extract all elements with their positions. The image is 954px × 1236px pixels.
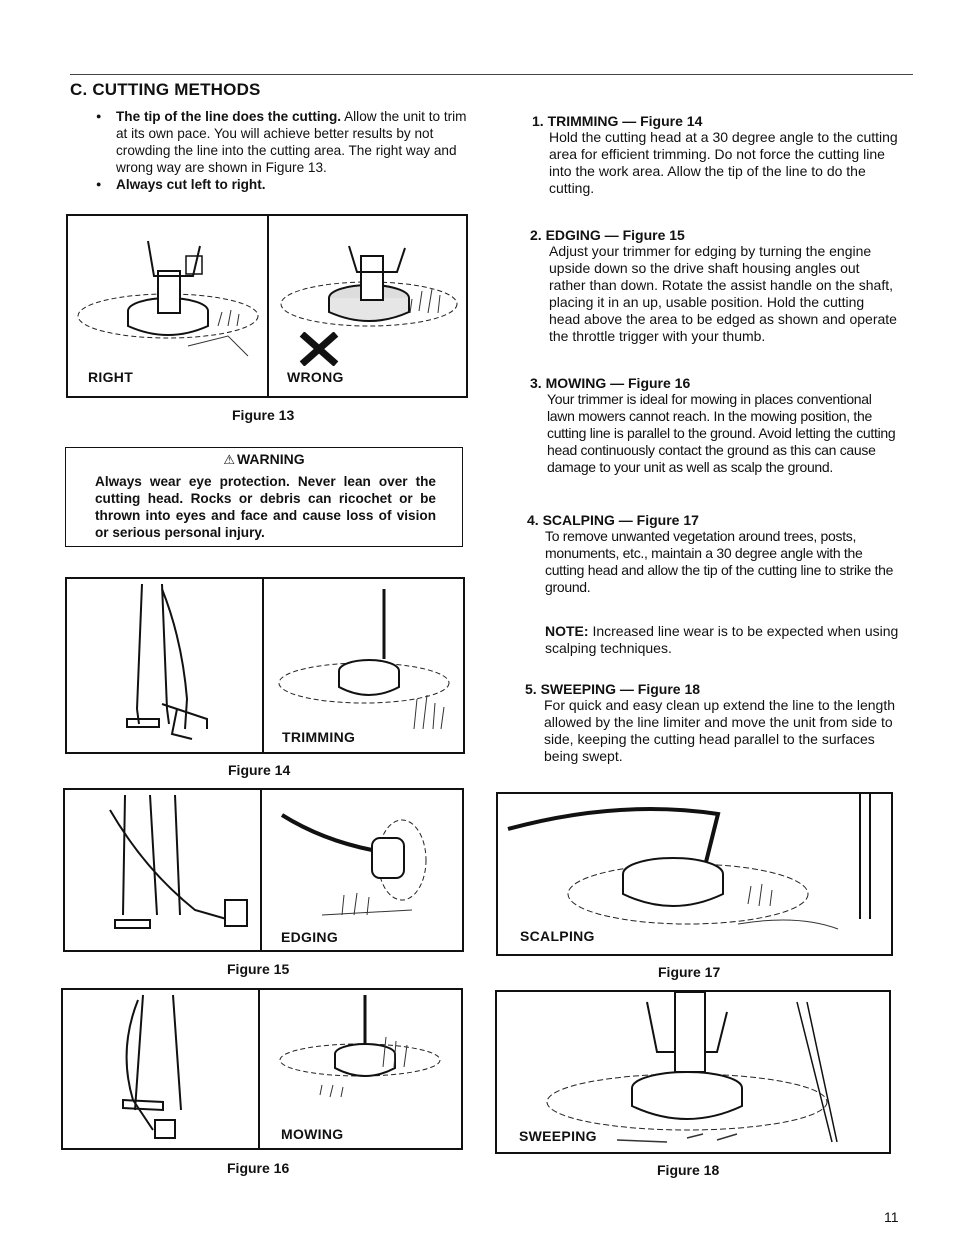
step-heading: 5. SWEEPING — Figure 18	[525, 681, 701, 697]
trimming-close-up-illustration	[264, 579, 463, 752]
figure-17-caption: Figure 17	[658, 964, 721, 980]
operator-mowing-illustration	[63, 990, 258, 1148]
bullet-text: Allow the unit to trim at its own pace. You will achieve better results by not crowding the line into the cutting area. The right way and wrong way are shown in Figure 13.	[116, 109, 467, 175]
figure-14-box	[65, 577, 465, 754]
note-label: NOTE:	[545, 623, 589, 639]
mowing-label: MOWING	[281, 1126, 344, 1142]
page-number: 11	[884, 1209, 899, 1225]
step-heading: 4. SCALPING — Figure 17	[527, 512, 699, 528]
operator-trimming-illustration	[67, 579, 262, 752]
figure-18-box	[495, 990, 891, 1154]
step-text: To remove unwanted vegetation around trees, posts, monuments, etc., maintain a 30 degree angle with the cutting head and allow the tip of the cutting line to strike the ground.	[545, 528, 894, 595]
mowing-close-up-illustration	[260, 990, 461, 1148]
step-text: Your trimmer is ideal for mowing in places conventional lawn mowers cannot reach. In the mowing position, the cutting line is parallel to the ground. Avoid letting the cutting head continuously contact the ground as this can cause damage to your unit as well as scalp the ground.	[547, 391, 896, 475]
warning-title-row	[66, 451, 462, 468]
step-heading: 3. MOWING — Figure 16	[530, 375, 691, 391]
edging-close-up-illustration	[262, 790, 462, 950]
bullet-item	[96, 176, 468, 193]
warning-box	[65, 447, 463, 547]
step-heading: 1. TRIMMING — Figure 14	[532, 113, 703, 129]
step-text: Hold the cutting head at a 30 degree angle to the cutting area for efficient trimming. Do not force the cutting line into the work area. Allow the tip of the line to do the cutting.	[549, 129, 898, 196]
intro-bullets	[96, 108, 468, 193]
figure-17-box	[496, 792, 893, 956]
warning-text: Always wear eye protection. Never lean over the cutting head. Rocks or debris can ricochet or be thrown into eyes and face and cause loss of vision or serious personal injury.	[95, 474, 436, 540]
bullet-bold: Always cut left to right.	[116, 177, 266, 192]
step-text: Adjust your trimmer for edging by turning the engine upside down so the drive shaft housing angles out rather than down. Rotate the assist handle on the shaft, placing it in an up, usable position. Hold the cutting head above the area to be edged as shown and operate the throttle trigger with your thumb.	[549, 243, 897, 344]
figure-16-caption: Figure 16	[227, 1160, 290, 1176]
figure-18-caption: Figure 18	[657, 1162, 720, 1178]
bullet-item	[96, 108, 468, 176]
step-text: For quick and easy clean up extend the line to the length allowed by the line limiter and move the unit from side to side, keeping the cutting head parallel to the surfaces being swept.	[544, 697, 896, 764]
step-scalping	[527, 512, 899, 596]
figure-16-box	[61, 988, 463, 1150]
right-label: RIGHT	[88, 369, 134, 385]
sweeping-label: SWEEPING	[519, 1128, 597, 1144]
figure-15-box	[63, 788, 464, 952]
figure-14-caption: Figure 14	[228, 762, 291, 778]
section-title: C. CUTTING METHODS	[70, 80, 261, 99]
step-trimming	[527, 113, 899, 197]
scalping-label: SCALPING	[520, 928, 595, 944]
x-mark-icon	[298, 332, 340, 366]
wrong-label: WRONG	[287, 369, 344, 385]
bullet-bold: The tip of the line does the cutting.	[116, 109, 342, 124]
step-mowing	[527, 375, 899, 476]
figure-13-box	[66, 214, 468, 398]
warning-triangle-icon: ⚠	[223, 452, 235, 467]
step-heading: 2. EDGING — Figure 15	[530, 227, 685, 243]
trimming-label: TRIMMING	[282, 729, 356, 745]
scalping-note	[545, 623, 900, 657]
figure-15-caption: Figure 15	[227, 961, 290, 977]
edging-label: EDGING	[281, 929, 339, 945]
step-edging	[527, 227, 899, 345]
figure-13-caption: Figure 13	[232, 407, 295, 423]
operator-edging-illustration	[65, 790, 260, 950]
note-text: Increased line wear is to be expected when using scalping techniques.	[545, 623, 899, 656]
warning-title: WARNING	[236, 451, 305, 467]
step-sweeping	[525, 681, 897, 765]
top-rule	[70, 74, 913, 75]
